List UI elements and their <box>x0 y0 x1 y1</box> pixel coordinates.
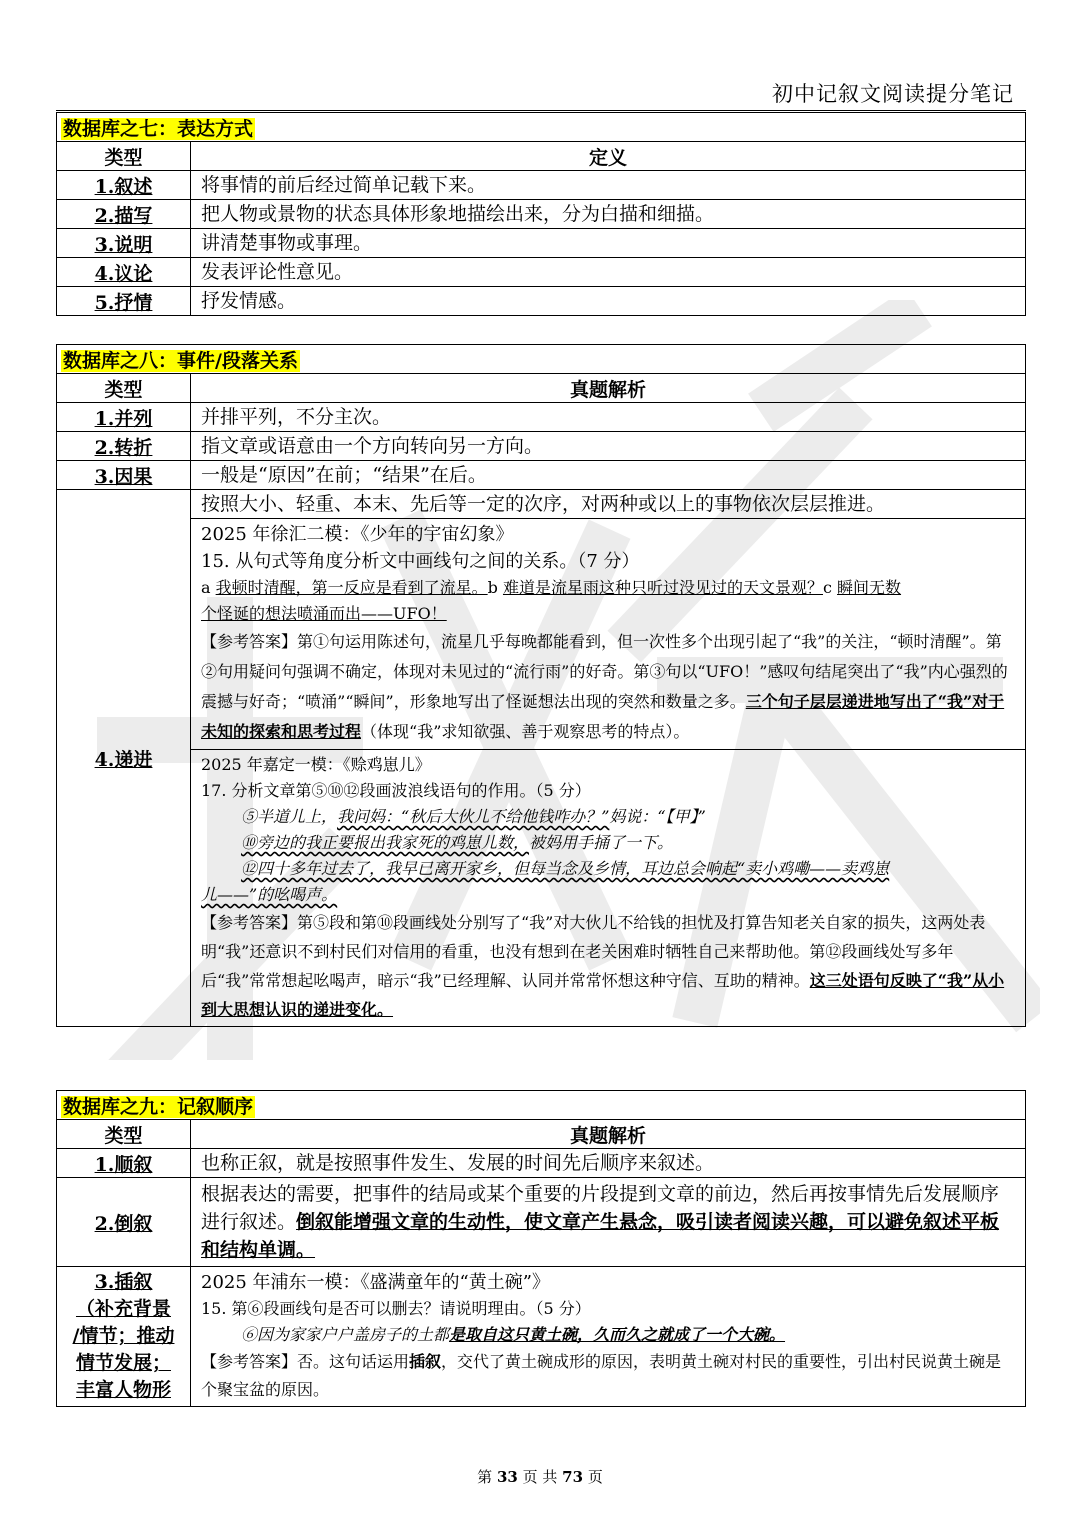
quote-paragraph-5 <box>201 804 1017 830</box>
narrative-order-table <box>56 1090 1026 1407</box>
column-header-type: 类型 <box>57 142 191 171</box>
sentence-a: 我顿时清醒，第一反应是看到了流星。 <box>215 578 488 597</box>
sentence-c-part1: 瞬间无数 <box>837 578 902 597</box>
table-row <box>57 171 1026 200</box>
case-source: 2025 年嘉定一模：《赊鸡崽儿》 <box>201 755 431 774</box>
answer-bold: 插叙 <box>409 1352 442 1371</box>
section-title <box>57 1091 1026 1120</box>
answer-text: 【参考答案】第①句运用陈述句，流星几乎每晚都能看到，但一次性多个出现引起了“我”的关注，“顿时清醒”。第②句用疑问句强调不确定，体现对未见过的“流行雨”的好奇。第③句以“UFO！”感叹句结尾突出了“我”内心强烈的震撼与好奇；“喷涌”“瞬间”，形象地写出了怪诞想法出现的突然和数量之多。 <box>201 632 1008 711</box>
exam-case-2 <box>191 750 1026 1027</box>
type-line: 丰富人物形 <box>75 1379 171 1401</box>
page-footer <box>0 1466 1080 1487</box>
definition-cell <box>191 1178 1026 1267</box>
type-line: /情节；推动 <box>72 1325 175 1347</box>
section-title <box>57 113 1026 142</box>
table-row <box>57 1267 1026 1407</box>
definition-cell: 也称正叙，就是按照事件发生、发展的时间先后顺序来叙述。 <box>191 1149 1026 1178</box>
table-row <box>57 461 1026 490</box>
page-number: 33 <box>496 1468 518 1486</box>
definition-cell: 并排平列，不分主次。 <box>191 403 1026 432</box>
quote-5-post: 妈说：“【甲】” <box>609 807 706 826</box>
table-row <box>57 287 1026 316</box>
table-row <box>57 519 1026 750</box>
header-rule <box>56 110 1026 111</box>
column-header-definition: 定义 <box>191 142 1026 171</box>
footer-middle: 页 共 <box>522 1468 558 1486</box>
definition-cell: 一般是“原因”在前；“结果”在后。 <box>191 461 1026 490</box>
case-source: 2025 年徐汇二模：《少年的宇宙幻象》 <box>201 524 514 545</box>
case-sentences <box>201 575 1017 601</box>
section-title <box>57 345 1026 374</box>
answer-text: 【参考答案】第⑤段和第⑩段画线处分别写了“我”对大伙儿不给钱的担忧及打算告知老关自家的损失，这两处表明“我”还意识不到村民们对信用的看重，也没有想到在老关困难时牺牲自己来帮助他。第⑫段画线处写多年后“我”常常想起吆喝声，暗示“我”已经理解、认同并常常怀想这种守信、互助的精神。 <box>201 913 986 990</box>
type-cell: 3.因果 <box>57 461 191 490</box>
table-row <box>57 490 1026 519</box>
definition-cell: 将事情的前后经过简单记载下来。 <box>191 171 1026 200</box>
definition-cell: 按照大小、轻重、本末、先后等一定的次序，对两种或以上的事物依次层层推进。 <box>191 490 1026 519</box>
label-c: c <box>822 578 838 597</box>
type-cell: 4.议论 <box>57 258 191 287</box>
type-cell: 4.递进 <box>57 490 191 1027</box>
answer-tail: ，交代了黄土碗成形的原因，表明黄土碗对村民的重要性，引出村民说黄土碗是个聚宝盆的原因。 <box>201 1352 1002 1399</box>
column-header-analysis: 真题解析 <box>191 1120 1026 1149</box>
definition-text: 根据表达的需要，把事件的结局或某个重要的片段提到文章的前边，然后再按事情先后发展顺序进行叙述。 <box>201 1183 1000 1233</box>
case-source: 2025 年浦东一模：《盛满童年的“黄土碗”》 <box>201 1272 550 1293</box>
definition-cell: 讲清楚事物或事理。 <box>191 229 1026 258</box>
quote-paragraph-12-cont <box>201 882 1017 908</box>
table-row <box>57 229 1026 258</box>
quote-12-wavy-cont: 儿——”的吆喝声。 <box>201 885 338 904</box>
type-cell: 5.抒情 <box>57 287 191 316</box>
quote-6-pre: ⑥因为家家户户盖房子的土都 <box>241 1325 450 1344</box>
label-b: b <box>487 578 503 597</box>
type-cell <box>57 1267 191 1407</box>
footer-prefix: 第 <box>477 1468 493 1486</box>
section-expression-methods <box>56 112 1026 316</box>
case-answer <box>201 627 1017 747</box>
column-header-type: 类型 <box>57 1120 191 1149</box>
quote-5-pre: ⑤半道儿上， <box>241 807 338 826</box>
table-row <box>57 1178 1026 1267</box>
sentence-b: 难道是流星雨这种只听过没见过的天文景观？ <box>502 578 823 597</box>
type-cell: 1.并列 <box>57 403 191 432</box>
sentence-c-part2: 个怪诞的想法喷涌而出——UFO！ <box>201 604 447 623</box>
table-row <box>57 750 1026 1027</box>
quote-paragraph-10 <box>201 830 1017 856</box>
section-title-text: 数据库之九：记叙顺序 <box>63 1095 254 1118</box>
case-question: 15. 从句式等角度分析文中画线句之间的关系。（7 分） <box>201 551 640 572</box>
case-question: 17. 分析文章第⑤⑩⑫段画波浪线语句的作用。（5 分） <box>201 781 591 800</box>
expression-methods-table <box>56 112 1026 316</box>
table-row <box>57 258 1026 287</box>
section-narrative-order <box>56 1090 1026 1407</box>
definition-key-point: 倒叙能增强文章的生动性，使文章产生悬念，吸引读者阅读兴趣，可以避免叙述平板和结构单调。 <box>201 1211 1000 1261</box>
type-cell: 2.转折 <box>57 432 191 461</box>
definition-cell: 抒发情感。 <box>191 287 1026 316</box>
answer-text: 【参考答案】否。这句话运用 <box>201 1352 410 1371</box>
definition-cell: 指文章或语意由一个方向转向另一方向。 <box>191 432 1026 461</box>
answer-tail: （体现“我”求知欲强、善于观察思考的特点）。 <box>361 722 690 741</box>
table-row <box>57 432 1026 461</box>
column-header-type: 类型 <box>57 374 191 403</box>
document-header: 初中记叙文阅读提分笔记 <box>772 82 1014 106</box>
table-row <box>57 403 1026 432</box>
type-cell: 1.叙述 <box>57 171 191 200</box>
type-line: 情节发展； <box>75 1352 171 1374</box>
footer-suffix: 页 <box>587 1468 603 1486</box>
quote-paragraph-6 <box>201 1322 1017 1348</box>
section-paragraph-relations <box>56 344 1026 1027</box>
quote-12-wavy: ⑫四十多年过去了，我早已离开家乡，但每当念及乡情，耳边总会响起“卖小鸡嘞——卖鸡崽 <box>241 859 890 878</box>
section-title-text: 数据库之八：事件/段落关系 <box>63 349 298 372</box>
quote-paragraph-12 <box>201 856 1017 882</box>
definition-cell: 发表评论性意见。 <box>191 258 1026 287</box>
case-sentences-cont <box>201 601 1017 627</box>
total-pages: 73 <box>562 1468 584 1486</box>
answer-key-point: 这三处语句反映了“我”从小到大思想认识的递进变化。 <box>201 971 1005 1019</box>
exam-case-1 <box>191 519 1026 750</box>
table-row <box>57 1149 1026 1178</box>
quote-5-wavy: 我问妈：“秋后大伙儿不给他钱咋办？” <box>337 807 610 826</box>
quote-6-key: 是取自这只黄土碗，久而久之就成了一个大碗。 <box>449 1325 786 1344</box>
exam-case-3 <box>191 1267 1026 1407</box>
quote-10-post: 被妈用手捅了一下。 <box>529 833 674 852</box>
case-question: 15. 第⑥段画线句是否可以删去？请说明理由。（5 分） <box>201 1299 591 1318</box>
type-cell: 2.描写 <box>57 200 191 229</box>
column-header-analysis: 真题解析 <box>191 374 1026 403</box>
case-answer <box>201 908 1017 1024</box>
table-row <box>57 200 1026 229</box>
label-a: a <box>201 578 216 597</box>
type-cell: 2.倒叙 <box>57 1178 191 1267</box>
type-line: （补充背景 <box>75 1298 171 1320</box>
answer-key-point: 三个句子层层递进地写出了“我”对于未知的探索和思考过程 <box>201 692 1005 741</box>
case-answer <box>201 1348 1017 1404</box>
quote-10-wavy: ⑩旁边的我正要报出我家死的鸡崽儿数， <box>241 833 530 852</box>
type-cell: 1.顺叙 <box>57 1149 191 1178</box>
type-cell: 3.说明 <box>57 229 191 258</box>
definition-cell: 把人物或景物的状态具体形象地描绘出来，分为白描和细描。 <box>191 200 1026 229</box>
type-line: 3.插叙 <box>94 1271 153 1293</box>
paragraph-relations-table <box>56 344 1026 1027</box>
section-title-text: 数据库之七：表达方式 <box>63 117 254 140</box>
